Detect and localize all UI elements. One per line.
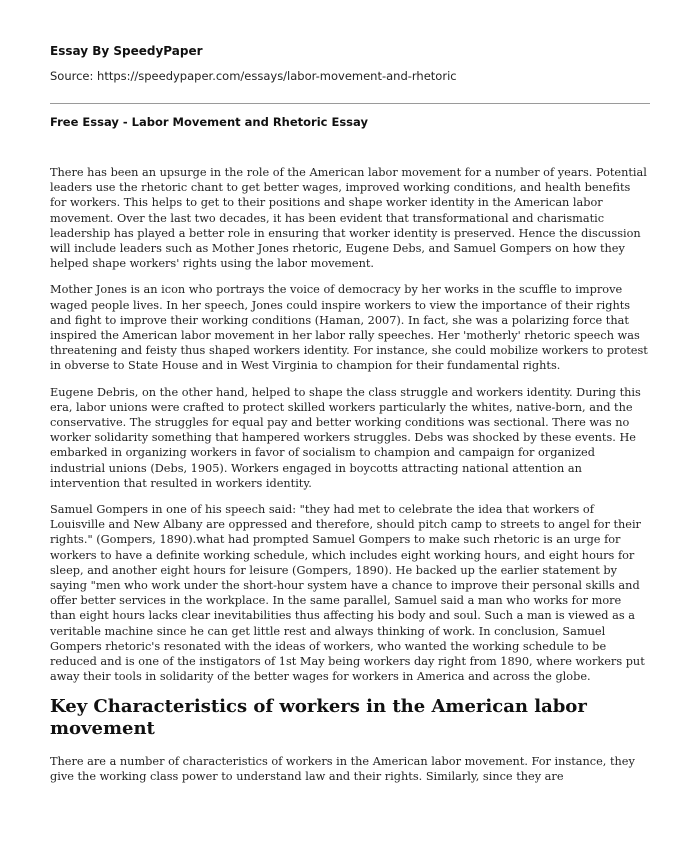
- paragraph-eugene-debs: Eugene Debris, on the other hand, helped to shape the class struggle and workers identity. During this era, labor unions were crafted to protect skilled workers particularly the whites, native-born, and the conservative. The struggles for equal pay and better working conditions was sectional. There was no worker solidarity something that hampered workers struggles. Debs was shocked by these events. He embarked in organizing workers in favor of socialism to champion and campaign for organized industrial unions (Debs, 1905). Workers engaged in boycotts attracting national attention an intervention that resulted in workers identity.: [50, 385, 641, 490]
- paragraph-samuel-gompers: Samuel Gompers in one of his speech said: "they had met to celebrate the idea that workers of Louisville and New Albany are oppressed and therefore, should pitch camp to streets to angel for their rights." (Gompers, 1890).what had prompted Samuel Gompers to make such rhetoric is an urge for workers to have a definite working schedule, which includes eight working hours, and eight hours for sleep, and another eight hours for leisure (Gompers, 1890). He backed up the earlier statement by saying "men who work under the short-hour system have a chance to improve their personal skills and offer better services in the workplace. In the same parallel, Samuel said a man who works for more than eight hours lacks clear inevitabilities thus affecting his body and soul. Such a man is viewed as a veritable machine since he can get little rest and always thinking of work. In conclusion, Samuel Gompers rhetoric's resonated with the ideas of workers, who wanted the working schedule to be reduced and is one of the instigators of 1st May being workers day right from 1890, where workers put away their tools in solidarity of the better wages for workers in America and across the globe.: [50, 503, 645, 684]
- paragraph-intro: There has been an upsurge in the role of the American labor movement for a number of years. Potential leaders use the rhetoric chant to get better wages, improved working conditions, and health benefits for workers. This helps to get to their positions and shape worker identity in the American labor movement. Over the last two decades, it has been evident that transformational and charismatic leadership has played a better role in ensuring that worker identity is preserved. Hence the discussion will include leaders such as Mother Jones rhetoric, Eugene Debs, and Samuel Gompers on how they helped shape workers' rights using the labor movement.: [50, 166, 647, 271]
- essay-title: Free Essay - Labor Movement and Rhetoric Essay: [50, 115, 368, 129]
- header-divider: [50, 103, 650, 104]
- section-heading: Key Characteristics of workers in the American labor movement: [50, 695, 587, 739]
- brand-title: Essay By SpeedyPaper: [50, 44, 203, 58]
- essay-body: [50, 165, 650, 784]
- paragraph-mother-jones: Mother Jones is an icon who portrays the voice of democracy by her works in the scuffle to improve waged people lives. In her speech, Jones could inspire workers to view the importance of their rights and fight to improve their working conditions (Haman, 2007). In fact, she was a polarizing force that inspired the American labor movement in her labor rally speeches. Her 'motherly' rhetoric speech was threatening and feisty thus shaped workers identity. For instance, she could mobilize workers to protest in obverse to State House and in West Virginia to champion for their fundamental rights.: [50, 283, 648, 373]
- source-url: Source: https://speedypaper.com/essays/labor-movement-and-rhetoric: [50, 69, 457, 83]
- paragraph-characteristics: There are a number of characteristics of workers in the American labor movement. For instance, they give the working class power to understand law and their rights. Similarly, since they are: [50, 754, 635, 783]
